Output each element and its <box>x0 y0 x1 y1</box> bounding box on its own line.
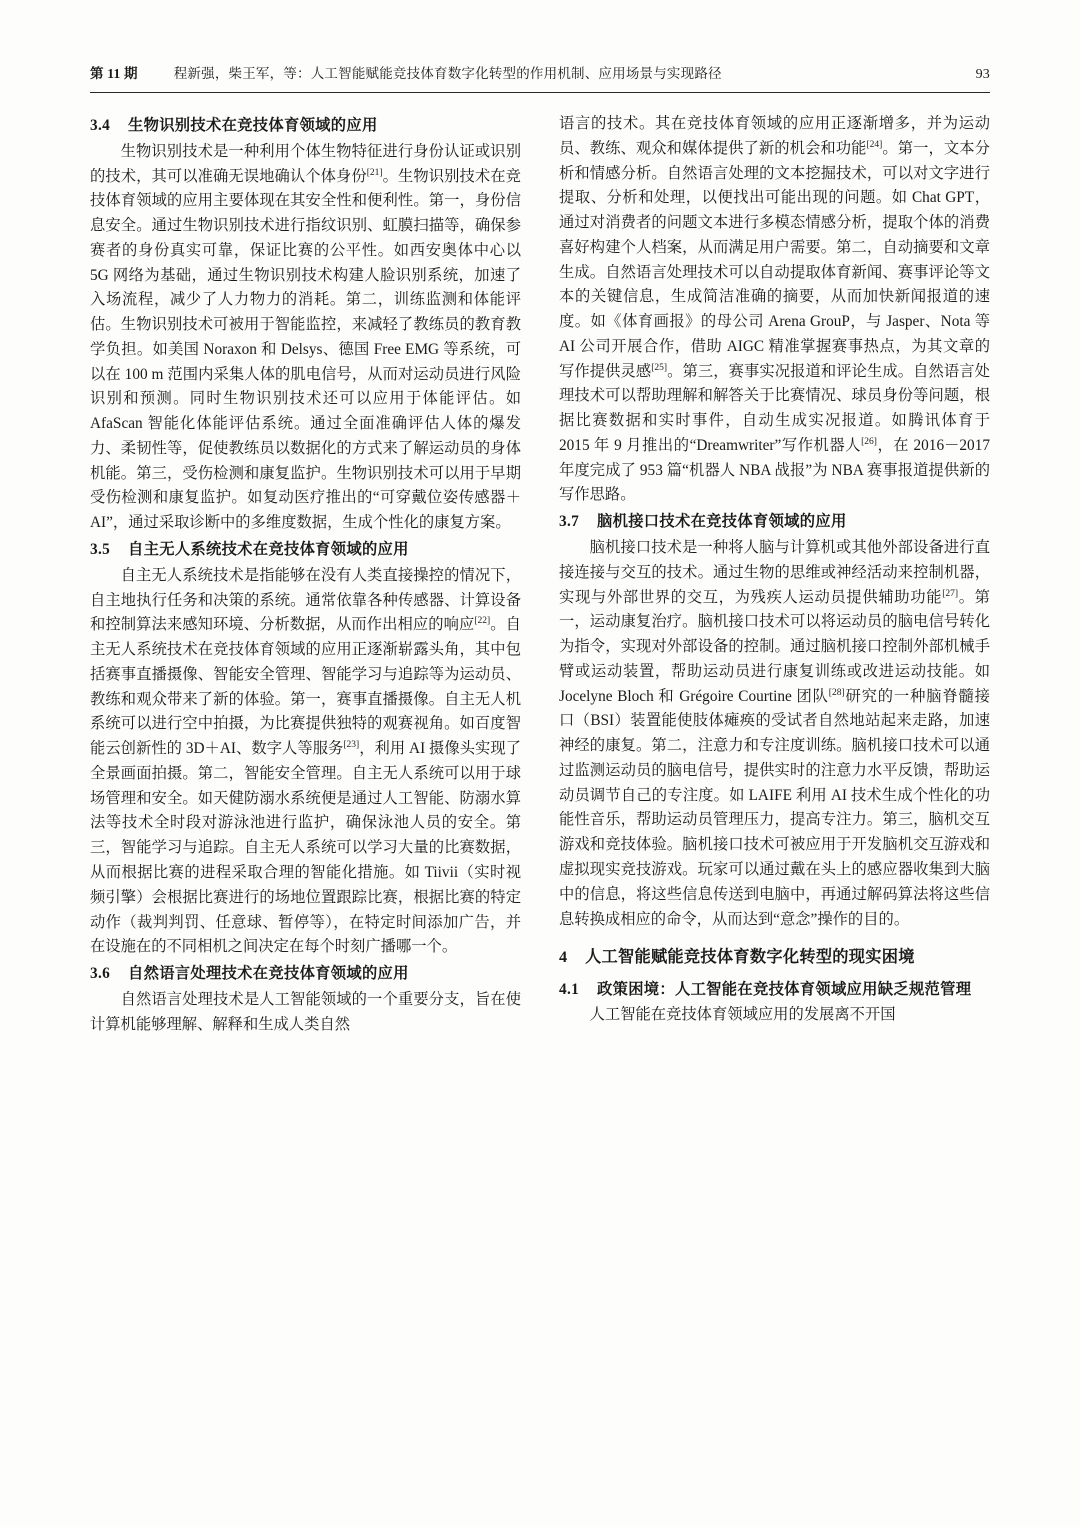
section-title: 脑机接口技术在竞技体育领域的应用 <box>597 513 847 531</box>
paragraph-4-1: 人工智能在竞技体育领域应用的发展离不开国 <box>589 1006 896 1024</box>
right-column <box>559 112 990 1472</box>
section-heading-4 <box>559 944 990 970</box>
running-title: 程新强，柴王军，等：人工智能赋能竞技体育数字化转型的作用机制、应用场景与实现路径 <box>173 66 722 81</box>
section-heading-3-6 <box>90 962 521 987</box>
header-divider <box>90 92 990 93</box>
section-heading-3-4 <box>90 114 521 139</box>
section-heading-3-5 <box>90 538 521 563</box>
section-number: 3.6 <box>90 965 111 983</box>
section-title: 自然语言处理技术在竞技体育领域的应用 <box>128 965 409 983</box>
section-number: 3.4 <box>90 117 111 134</box>
issue-label: 第 11 期 <box>90 66 138 81</box>
left-column <box>90 112 521 1472</box>
paragraph-3-7: 脑机接口技术是一种将人脑与计算机或其他外部设备进行直接连接与交互的技术。通过生物的思维或神经活动来控制机器，实现与外部世界的交互，为残疾人运动员提供辅助功能[27]。第一，运动康复治疗。脑机接口技术可以将运动员的脑电信号转化为指令，实现对外部设备的控制。通过脑机接口控制外部机械手臂或运动装置，帮助运动员进行康复训练或改进运动技能。如 Jocelyne Bloch 和 Grégoire Courtine 团队[28]研究的一种脑脊髓接口（BSI）装置能使肢体瘫痪的受试者自然地站起来走路，加速神经的康复。第二，注意力和专注度训练。脑机接口技术可以通过监测运动员的脑电信号，提供实时的注意力水平反馈，帮助运动员调节自己的专注度。如 LAIFE 利用 AI 技术生成个性化的功能性音乐，帮助运动员管理压力，提高专注力。第三，脑机交互游戏和竞技体验。脑机接口技术可被应用于开发脑机交互游戏和虚拟现实竞技游戏。玩家可以通过戴在头上的感应器收集到大脑中的信息，将这些信息传送到电脑中，再通过解码算法将这些信息转换成相应的命令，从而达到“意念”操作的目的。 <box>559 539 990 928</box>
section-title: 政策困境：人工智能在竞技体育领域应用缺乏规范管理 <box>597 980 972 998</box>
paragraph-3-6: 自然语言处理技术是人工智能领域的一个重要分支，旨在使计算机能够理解、解释和生成人类自然 <box>90 990 521 1033</box>
section-heading-3-7 <box>559 510 990 535</box>
section-number: 3.7 <box>559 513 580 531</box>
two-column-body <box>90 112 990 1472</box>
section-number: 3.5 <box>90 541 111 559</box>
section-title: 生物识别技术在竞技体育领域的应用 <box>128 117 378 134</box>
section-heading-4-1 <box>559 978 990 1003</box>
page-header <box>90 62 990 92</box>
page-number: 93 <box>975 67 990 82</box>
paragraph-3-6-continued: 语言的技术。其在竞技体育领域的应用正逐渐增多，并为运动员、教练、观众和媒体提供了新的机会和功能[24]。第一，文本分析和情感分析。自然语言处理的文本挖掘技术，可以对文字进行提取、分析和处理，以便找出可能出现的问题。如 Chat GPT，通过对消费者的问题文本进行多模态情感分析，提取个体的消费喜好构建个人档案，从而满足用户需要。第二，自动摘要和文章生成。自然语言处理技术可以自动提取体育新闻、赛事评论等文本的关键信息，生成简洁准确的摘要，从而加快新闻报道的速度。如《体育画报》的母公司 Arena GrouP，与 Jasper、Nota 等 AI 公司开展合作，借助 AIGC 精准掌握赛事热点，为其文章的写作提供灵感[25]。第三，赛事实况报道和评论生成。自然语言处理技术可以帮助理解和解答关于比赛情况、球员身份等问题，根据比赛数据和实时事件，自动生成实况报道。如腾讯体育于 2015 年 9 月推出的“Dreamwriter”写作机器人[26]，在 2016－2017 年度完成了 953 篇“机器人 NBA 战报”为 NBA 赛事报道提供新的写作思路。 <box>559 115 990 504</box>
paragraph-3-5: 自主无人系统技术是指能够在没有人类直接操控的情况下，自主地执行任务和决策的系统。通常依靠各种传感器、计算设备和控制算法来感知环境、分析数据，从而作出相应的响应[22]。自主无人系统技术在竞技体育领域的应用正逐渐崭露头角，其中包括赛事直播摄像、智能安全管理、智能学习与追踪等为运动员、教练和观众带来了新的体验。第一，赛事直播摄像。自主无人机系统可以进行空中拍摄，为比赛提供独特的观赛视角。如百度智能云创新性的 3D＋AI、数字人等服务[23]，利用 AI 摄像头实现了全景画面拍摄。第二，智能安全管理。自主无人系统可以用于球场管理和安全。如天健防溺水系统便是通过人工智能、防溺水算法等技术全时段对游泳池进行监护，确保泳池人员的安全。第三，智能学习与追踪。自主无人系统可以学习大量的比赛数据，从而根据比赛的进程采取合理的智能化措施。如 Tiivii（实时视频引擎）会根据比赛进行的场地位置跟踪比赛，根据比赛的特定动作（裁判判罚、任意球、暂停等），在特定时间添加广告，并在设施在的不同相机之间决定在每个时刻广播哪一个。 <box>90 566 521 956</box>
section-number: 4 <box>559 948 568 967</box>
section-number: 4.1 <box>559 980 580 998</box>
section-title: 人工智能赋能竞技体育数字化转型的现实困境 <box>585 948 915 967</box>
section-title: 自主无人系统技术在竞技体育领域的应用 <box>128 541 409 559</box>
paragraph-3-4: 生物识别技术是一种利用个体生物特征进行身份认证或识别的技术，其可以准确无误地确认个体身份[21]。生物识别技术在竞技体育领域的应用主要体现在其安全性和便利性。第一，身份信息安全。通过生物识别技术进行指纹识别、虹膜扫描等，确保参赛者的身份真实可靠，保证比赛的公平性。如西安奥体中心以 5G 网络为基础，通过生物识别技术构建人脸识别系统，加速了入场流程，减少了人力物力的消耗。第二，训练监测和体能评估。生物识别技术可被用于智能监控，来减轻了教练员的教育教学负担。如美国 Noraxon 和 Delsys、德国 Free EMG 等系统，可以在 100 m 范围内采集人体的肌电信号，从而对运动员进行风险识别和预测。同时生物识别技术还可以应用于体能评估。如 AfaScan 智能化体能评估系统。通过全面准确评估人体的爆发力、柔韧性等，促使教练员以数据化的方式来了解运动员的身体机能。第三，受伤检测和康复监护。生物识别技术可以用于早期受伤检测和康复监护。如复动医疗推出的“可穿戴位姿传感器＋AI”，通过采取诊断中的多维度数据，生成个性化的康复方案。 <box>90 142 521 532</box>
